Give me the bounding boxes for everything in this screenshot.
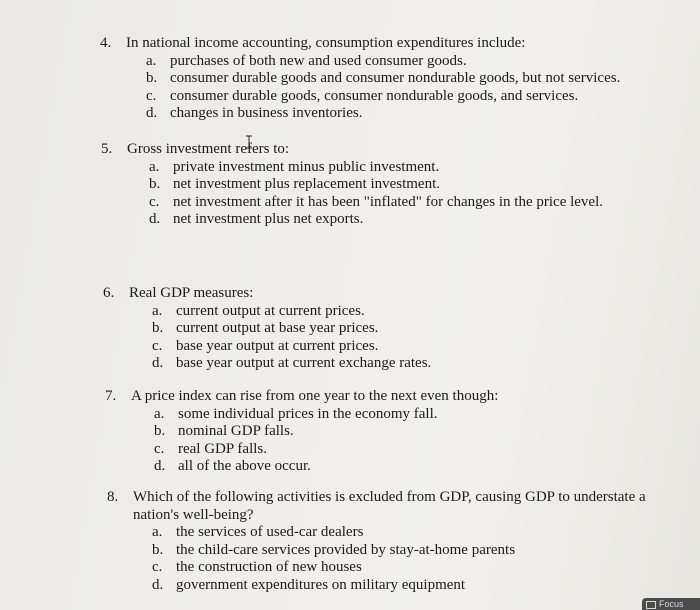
option-letter: a. xyxy=(152,302,163,319)
option-text: purchases of both new and used consumer goods. xyxy=(170,52,467,69)
option-a xyxy=(149,159,603,177)
option-text: net investment plus net exports. xyxy=(173,211,364,227)
option-list xyxy=(152,303,431,373)
option-a xyxy=(152,303,431,321)
option-letter: a. xyxy=(152,524,163,540)
question-text: Gross investment refers to: xyxy=(127,141,290,157)
option-list xyxy=(154,406,498,476)
option-letter: b. xyxy=(152,541,164,558)
question-8 xyxy=(107,489,667,594)
option-list xyxy=(146,53,620,123)
option-text: net investment plus replacement investment. xyxy=(173,176,441,192)
option-text: nominal GDP falls. xyxy=(178,423,294,439)
focus-label: Focus xyxy=(659,599,684,609)
option-letter: b. xyxy=(152,320,164,336)
option-letter: b. xyxy=(149,176,161,192)
option-c xyxy=(152,559,667,577)
option-text: current output at current prices. xyxy=(176,302,365,319)
option-text: consumer durable goods and consumer nondurable goods, but not services. xyxy=(170,70,621,86)
option-text: the construction of new houses xyxy=(176,559,362,575)
option-c xyxy=(149,194,603,212)
option-text: base year output at current prices. xyxy=(176,337,379,354)
question-5 xyxy=(101,141,603,229)
option-text: private investment minus public investment. xyxy=(173,158,440,175)
option-d xyxy=(149,211,603,229)
option-letter: b. xyxy=(154,423,166,439)
option-text: government expenditures on military equipment xyxy=(176,576,466,593)
option-letter: d. xyxy=(152,576,164,593)
option-a xyxy=(154,406,498,424)
option-d xyxy=(152,355,431,373)
option-text: some individual prices in the economy fall. xyxy=(178,405,438,422)
option-a xyxy=(146,53,620,71)
option-text: the services of used-car dealers xyxy=(176,524,364,540)
option-letter: b. xyxy=(146,70,158,86)
question-text: Real GDP measures: xyxy=(129,285,254,301)
option-c xyxy=(146,88,620,106)
option-letter: d. xyxy=(146,105,158,121)
option-letter: c. xyxy=(152,559,163,575)
option-letter: c. xyxy=(154,440,165,457)
question-text: Which of the following activities is excluded from GDP, causing GDP to understate a nation's well-being? xyxy=(133,489,646,523)
question-number: 5. xyxy=(101,141,113,157)
question-text: A price index can rise from one year to the next even though: xyxy=(131,388,499,404)
option-letter: a. xyxy=(146,52,157,69)
option-b xyxy=(154,423,498,441)
option-d xyxy=(146,105,620,123)
option-text: real GDP falls. xyxy=(178,440,268,457)
option-letter: c. xyxy=(146,87,157,104)
question-4 xyxy=(100,35,620,123)
option-letter: a. xyxy=(149,158,160,175)
option-text: net investment after it has been "inflated" for changes in the price level. xyxy=(173,193,603,210)
option-letter: d. xyxy=(152,355,164,371)
question-text: In national income accounting, consumption expenditures include: xyxy=(126,35,526,51)
option-c xyxy=(154,441,498,459)
option-text: all of the above occur. xyxy=(178,458,311,474)
question-number: 7. xyxy=(105,388,117,404)
option-list xyxy=(152,524,667,594)
question-number: 4. xyxy=(100,35,112,51)
option-letter: c. xyxy=(149,193,160,210)
option-b xyxy=(152,542,667,560)
option-list xyxy=(149,159,603,229)
option-b xyxy=(146,70,620,88)
option-text: consumer durable goods, consumer nondurable goods, and services. xyxy=(170,87,579,104)
option-b xyxy=(149,176,603,194)
option-letter: d. xyxy=(149,211,161,227)
option-letter: d. xyxy=(154,458,166,474)
option-letter: c. xyxy=(152,337,163,354)
option-d xyxy=(154,458,498,476)
option-text: base year output at current exchange rates. xyxy=(176,355,432,371)
option-c xyxy=(152,338,431,356)
option-d xyxy=(152,577,667,595)
text-cursor-icon xyxy=(245,135,253,149)
option-text: the child-care services provided by stay-at-home parents xyxy=(176,541,516,558)
focus-icon xyxy=(646,601,656,609)
option-text: current output at base year prices. xyxy=(176,320,379,336)
option-a xyxy=(152,524,667,542)
question-6 xyxy=(103,285,431,373)
option-letter: a. xyxy=(154,405,165,422)
option-b xyxy=(152,320,431,338)
question-number: 6. xyxy=(103,285,115,301)
focus-button[interactable] xyxy=(642,598,700,610)
option-text: changes in business inventories. xyxy=(170,105,363,121)
question-number: 8. xyxy=(107,489,119,505)
question-7 xyxy=(105,388,498,476)
